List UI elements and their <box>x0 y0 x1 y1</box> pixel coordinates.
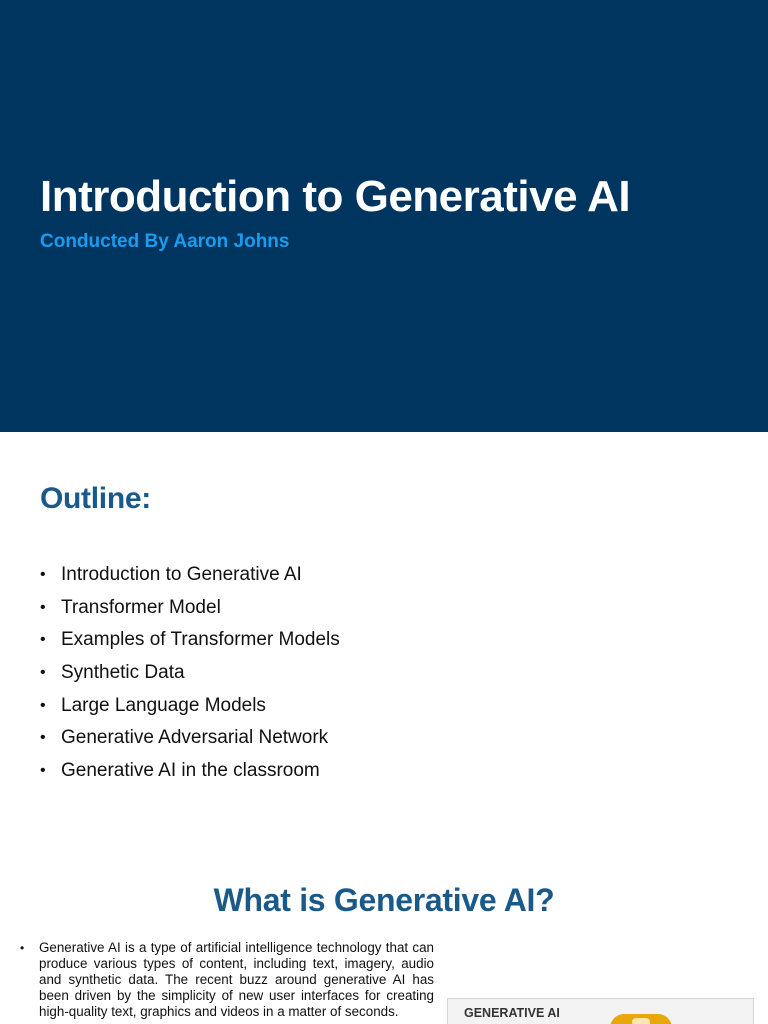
presenter-subtitle: Conducted By Aaron Johns <box>40 231 290 252</box>
outline-item <box>40 690 340 723</box>
ai-orb-icon <box>610 1014 672 1024</box>
outline-item <box>40 559 340 592</box>
what-is-slide <box>0 864 768 1024</box>
outline-item <box>40 722 340 755</box>
outline-item <box>40 657 340 690</box>
outline-item-label: Large Language Models <box>61 694 266 716</box>
outline-item-label: Synthetic Data <box>61 662 185 684</box>
outline-heading: Outline: <box>40 482 151 515</box>
outline-item-label: Generative Adversarial Network <box>61 727 329 749</box>
bullet-icon: • <box>40 566 46 583</box>
bullet-icon: • <box>40 762 46 780</box>
definition-text: Generative AI is a type of artificial intelligence technology that can produce various types of content, including text, imagery, audio and synthetic data. The recent buzz around generative AI has been driven by the simplicity of new user interfaces for creating high-quality text, graphics and videos in a matter of seconds. <box>39 940 434 1019</box>
bullet-icon: • <box>40 696 46 714</box>
bullet-icon: • <box>40 598 46 616</box>
bullet-icon: • <box>20 941 25 955</box>
outline-item-label: Introduction to Generative AI <box>61 564 302 585</box>
outline-slide <box>0 432 768 864</box>
outline-item-label: Transformer Model <box>61 596 221 618</box>
outline-item-label: Generative AI in the classroom <box>61 760 320 782</box>
presentation-title: Introduction to Generative AI <box>40 172 631 221</box>
title-slide <box>0 0 768 432</box>
illustration-label: GENERATIVE AI <box>464 1006 560 1020</box>
outline-item <box>40 755 340 788</box>
outline-item-label: Examples of Transformer Models <box>61 629 340 651</box>
definition-paragraph <box>20 940 436 1020</box>
outline-item <box>40 592 340 625</box>
bullet-icon: • <box>40 664 46 682</box>
bullet-icon: • <box>40 631 46 649</box>
what-is-heading: What is Generative AI? <box>213 882 555 918</box>
outline-item <box>40 624 340 657</box>
outline-list <box>40 559 340 788</box>
generative-ai-illustration <box>447 998 754 1024</box>
bullet-icon: • <box>40 729 46 747</box>
